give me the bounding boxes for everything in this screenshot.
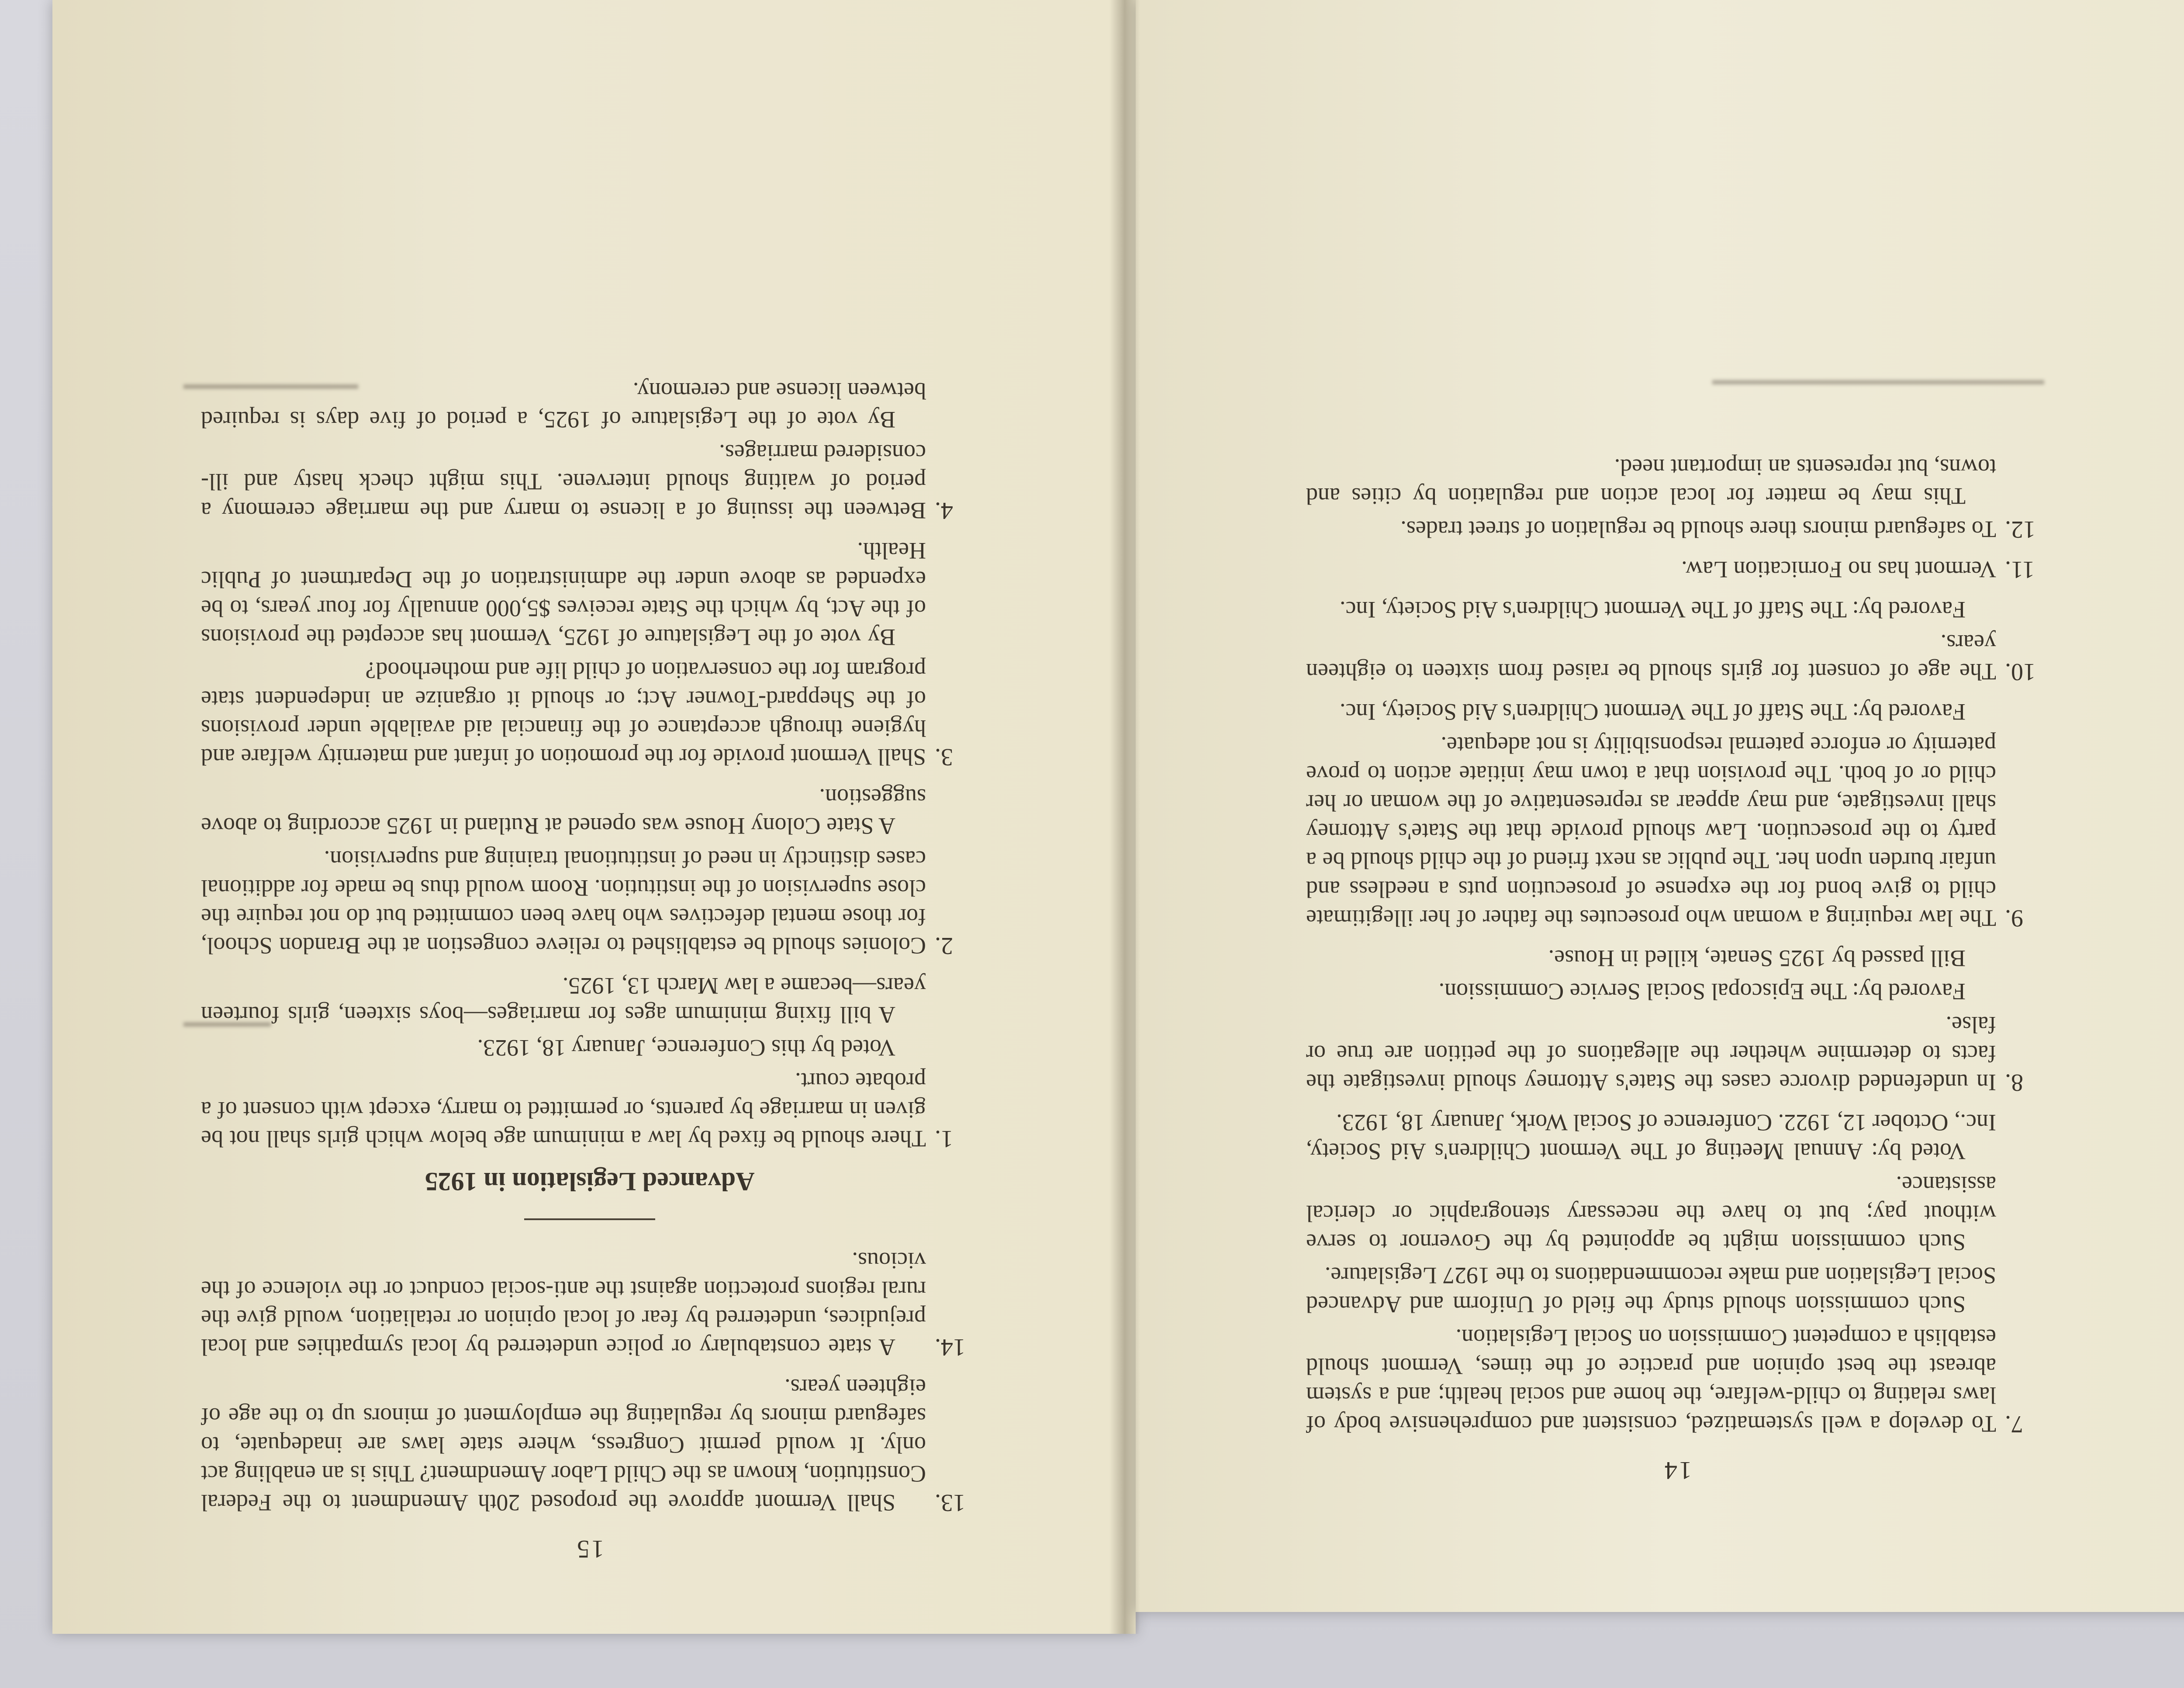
list-item <box>1306 698 2049 933</box>
item-number: 14. <box>935 1334 965 1361</box>
list-item <box>1306 595 2049 686</box>
item-paragraph: There should be fixed by law a minimum age below which girls shall not be given in marriage by parents, or permitted to marry, except with consent of a probate court. <box>201 1068 926 1152</box>
item-number: 3. <box>935 744 953 771</box>
item-number: 4. <box>935 497 953 524</box>
item-number: 9. <box>2005 905 2023 932</box>
list-item <box>201 1373 978 1517</box>
right-page-text <box>1306 87 2049 1485</box>
item-number: 13. <box>935 1489 965 1516</box>
pencil-smudge <box>183 384 358 389</box>
list-item <box>201 1246 978 1362</box>
section-divider <box>524 1218 655 1220</box>
page-number: 14 <box>1663 1456 1692 1485</box>
item-paragraph: This may be matter for local action and regulation by cities and towns, but represents an important need. <box>1306 454 1996 509</box>
item-paragraph: Favored by: The Staff of The Vermont Children's Aid Society, Inc. <box>1339 597 1966 623</box>
item-paragraph: Such commission should study the field of Uniform and Advanced Social Legislation and make recommendations to the 1927 Legislature. <box>1306 1263 1996 1318</box>
item-paragraph: By vote of the Legislature of 1925, a period of five days is required between license and ceremony. <box>201 378 926 433</box>
item-paragraph: The age of consent for girls should be raised from sixteen to eighteen years. <box>1306 630 1996 685</box>
pencil-smudge <box>183 1022 271 1027</box>
item-paragraph: To develop a well systematized, consistent and comprehensive body of laws relating to child-welfare, the home and social health; and a system abreast the best opinion and practice of the times, Vermont should establish a competent Commission on Social Legislation. <box>1306 1325 1996 1437</box>
item-paragraph: To safeguard minors there should be regulation of street trades. <box>1400 516 1996 543</box>
item-paragraph: Favored by: The Episcopal Social Service Commission. <box>1438 979 1966 1005</box>
item-paragraph: Shall Vermont approve the proposed 20th Amendment to the Federal Constitution, known as the Child Labor Amendment? This is an enabling act only. It would permit Congress, where state laws are inadequate, to safeguard minors by regulating the employment of minors up to the age of eighteen years. <box>201 1374 926 1516</box>
item-paragraph: The law requiring a woman who prosecutes the father of her illegitimate child to give bond for the expense of prosecution puts a needless and unfair burden upon her. The public as next friend of the child should be a party to the prosecution. Law should provide that the State's Attorney shall investigate, and may appear as representative of the woman or her child or of both. The provision that a town may initiate action to prove paternity or enforce paternal responsibility is not adequate. <box>1306 732 1996 931</box>
item-paragraph: A bill fixing minimum ages for marriages—boys sixteen, girls fourteen years—became a law March 13, 1925. <box>201 973 926 1028</box>
item-paragraph: Between the issuing of a license to marry and the marriage ceremony a period of waiting should intervene. This might check hasty and ill-considered marriages. <box>201 440 926 524</box>
item-paragraph: Shall Vermont provide for the promotion of infant and maternity welfare and hygiene through acceptance of the financial aid available under provisions of the Sheppard-Towner Act; or should it organize an independent state program for the conservation of child life and motherhood? <box>201 657 926 770</box>
item-paragraph: A state constabulary or police undeterred by local sympathies and local prejudices, undeterred by fear of local opinion or retaliation, would give the rural regions protection against the anti-social conduct or the violence of the vicious. <box>201 1248 926 1360</box>
item-paragraph: Such commission might be appointed by the Governor to serve without pay; but to have the necessary stenographic or clerical assistance. <box>1306 1172 1996 1256</box>
item-number: 10. <box>2005 658 2035 685</box>
item-number: 7. <box>2005 1411 2023 1438</box>
list-item <box>201 783 978 960</box>
list-item <box>1306 555 2049 584</box>
item-paragraph: Colonies should be established to relieve congestion at the Brandon School, for those mental defectives who have been committed but do not require the close supervision of the institution. Room would thus be made for additional cases distinctly in need of institutional training and supervision. <box>201 846 926 959</box>
item-number: 12. <box>2005 516 2035 543</box>
list-item <box>1306 453 2049 544</box>
item-paragraph: A State Colony House was opened at Rutland in 1925 according to above suggestion. <box>201 784 926 839</box>
left-page-text <box>201 96 978 1564</box>
item-number: 8. <box>2005 1069 2023 1096</box>
item-paragraph: Voted by this Conference, January 18, 1923. <box>477 1035 895 1061</box>
list-item <box>1306 944 2049 1097</box>
book-gutter <box>1109 0 1140 1634</box>
section-heading: Advanced Legislation in 1925 <box>425 1167 755 1196</box>
item-paragraph: Voted by: Annual Meeting of The Vermont Children's Aid Society, Inc., October 12, 1922. Conference of Social Work, January 18, 1923. <box>1306 1110 1996 1165</box>
page-number: 15 <box>575 1535 604 1563</box>
item-number: 11. <box>2005 556 2035 583</box>
item-number: 1. <box>935 1125 953 1152</box>
list-item <box>1306 1108 2049 1439</box>
list-item <box>201 377 978 525</box>
item-paragraph: By vote of the Legislature of 1925, Vermont has accepted the provisions of the Act, by which the State receives $5,000 annually for four years, to be expended as above under the administration of the Department of Public Health. <box>201 538 926 650</box>
list-item <box>201 972 978 1153</box>
item-paragraph: Bill passed by 1925 Senate, killed in House. <box>1548 945 1966 972</box>
item-paragraph: Favored by: The Staff of The Vermont Children's Aid Society, Inc. <box>1339 699 1966 725</box>
item-number: 2. <box>935 932 953 959</box>
item-paragraph: Vermont has no Fornication Law. <box>1681 557 1996 583</box>
item-paragraph: In undefended divorce cases the State's Attorney should investigate the facts to determine whether the allegations of the petition are true or false. <box>1306 1012 1996 1096</box>
list-item <box>201 536 978 771</box>
pencil-smudge <box>1712 380 2044 384</box>
